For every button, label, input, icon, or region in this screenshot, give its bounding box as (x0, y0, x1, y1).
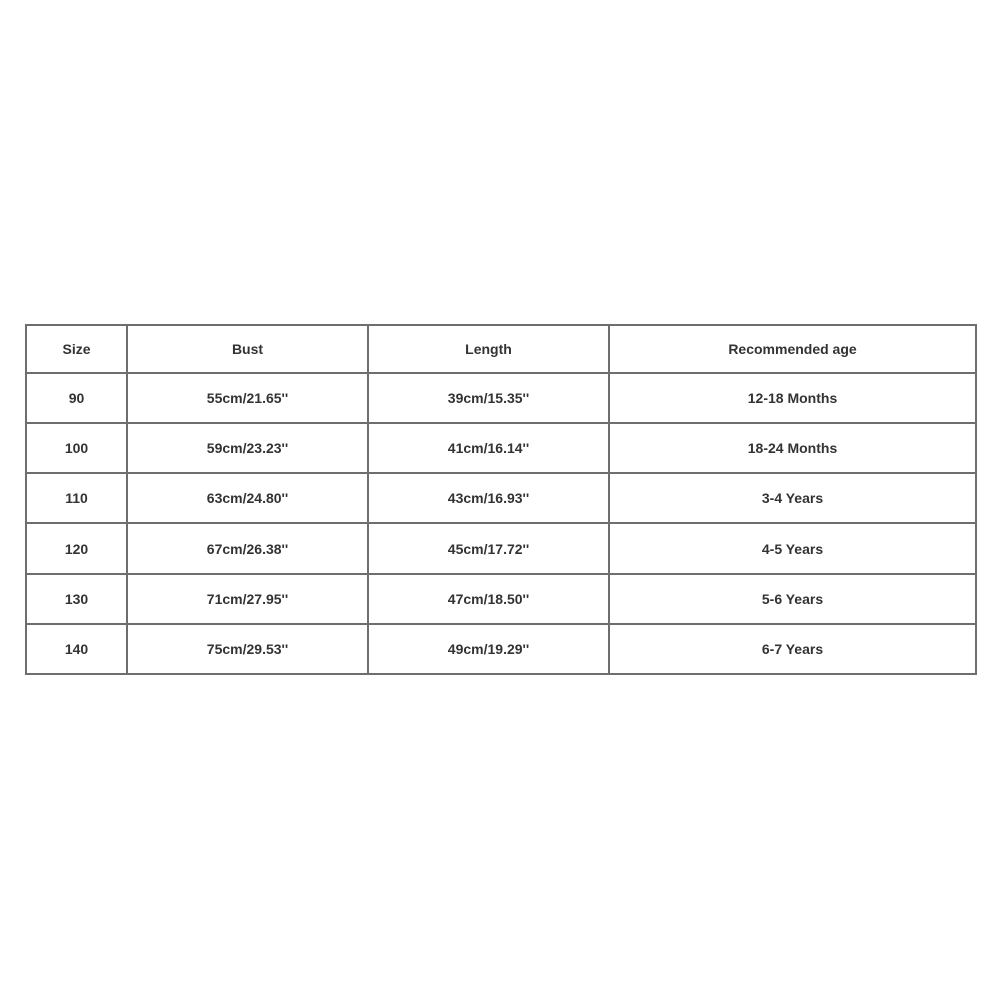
cell-bust: 67cm/26.38'' (127, 523, 368, 573)
cell-recommended-age: 3-4 Years (609, 473, 976, 523)
cell-size: 110 (26, 473, 127, 523)
table-row (26, 373, 976, 423)
cell-length: 39cm/15.35'' (368, 373, 609, 423)
cell-length: 45cm/17.72'' (368, 523, 609, 573)
cell-recommended-age: 5-6 Years (609, 574, 976, 624)
cell-bust: 59cm/23.23'' (127, 423, 368, 473)
cell-size: 130 (26, 574, 127, 624)
cell-bust: 63cm/24.80'' (127, 473, 368, 523)
cell-recommended-age: 18-24 Months (609, 423, 976, 473)
cell-recommended-age: 4-5 Years (609, 523, 976, 573)
header-length: Length (368, 325, 609, 373)
cell-length: 49cm/19.29'' (368, 624, 609, 674)
size-chart-table (25, 324, 977, 675)
cell-recommended-age: 12-18 Months (609, 373, 976, 423)
table-row (26, 523, 976, 573)
header-size: Size (26, 325, 127, 373)
cell-size: 100 (26, 423, 127, 473)
table-row (26, 473, 976, 523)
cell-bust: 55cm/21.65'' (127, 373, 368, 423)
table-row (26, 423, 976, 473)
cell-length: 43cm/16.93'' (368, 473, 609, 523)
header-bust: Bust (127, 325, 368, 373)
cell-size: 90 (26, 373, 127, 423)
table-row (26, 574, 976, 624)
cell-size: 140 (26, 624, 127, 674)
header-row (26, 325, 976, 373)
cell-length: 41cm/16.14'' (368, 423, 609, 473)
header-recommended-age: Recommended age (609, 325, 976, 373)
table-row (26, 624, 976, 674)
cell-recommended-age: 6-7 Years (609, 624, 976, 674)
cell-bust: 71cm/27.95'' (127, 574, 368, 624)
cell-length: 47cm/18.50'' (368, 574, 609, 624)
cell-size: 120 (26, 523, 127, 573)
cell-bust: 75cm/29.53'' (127, 624, 368, 674)
